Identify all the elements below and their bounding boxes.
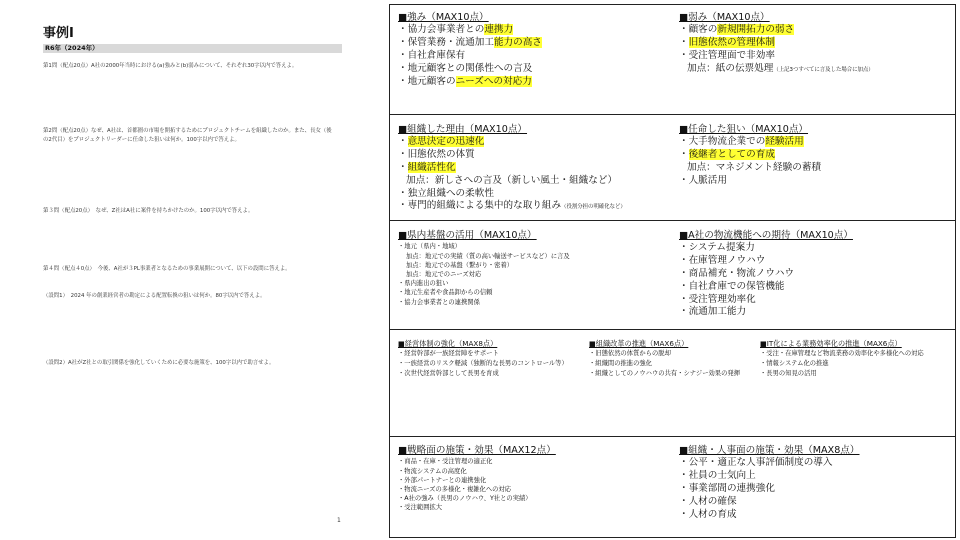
prefecture-base-item: ・地元（県内・地域） xyxy=(398,243,461,251)
hr-measures-block xyxy=(679,445,860,521)
weakness-item: ・顧客の新規開拓力の弱さ xyxy=(679,24,795,36)
appoint-aim-item: ・人脈活用 xyxy=(679,174,727,186)
it-efficiency-item: ・長男の知見の活用 xyxy=(760,370,817,378)
page-number: 1 xyxy=(337,517,341,524)
hr-measures-item: ・事業部間の連携強化 xyxy=(679,483,775,494)
prefecture-base-bonus: 加点：地元での基盤（繋がり・密着） xyxy=(406,261,514,269)
hr-measures-title: ■組織・人事面の施策・効果（MAX8点） xyxy=(679,445,860,456)
appoint-aim-title: ■任命した狙い（MAX10点） xyxy=(679,124,809,135)
appoint-aim-block xyxy=(679,124,821,188)
mgmt-system-block xyxy=(398,339,588,380)
strategy-measures-item: ・商品・在庫・受注管理の適正化 xyxy=(398,458,493,466)
strength-item: ・地元顧客のニーズへの対応力 xyxy=(398,75,532,87)
prefecture-base-bonus: 加点：地元でのニーズ対応 xyxy=(406,271,482,279)
strengths-block xyxy=(398,12,542,88)
strength-item: ・協力会事業者との連携力 xyxy=(398,24,514,36)
it-efficiency-item: ・情報システム化の推進 xyxy=(760,360,829,368)
mgmt-system-item: ・一族経営のリスク軽減（独断的な長男のコントロール等） xyxy=(398,360,568,368)
strength-item: ・地元顧客との関係性への言及 xyxy=(398,62,533,74)
question-3: 第３問（配点20点） なぜ、Z社はA社に案件を持ちかけたのか。100字以内で答えよ。 xyxy=(43,208,254,214)
strategy-measures-item: ・受注範囲拡大 xyxy=(398,504,443,512)
org-reason-item: ・独立組織への柔軟性 xyxy=(398,187,494,199)
org-reason-bonus: 加点：新しさへの言及（新しい風土・組織など） xyxy=(406,174,618,186)
prefecture-base-title: ■県内基盤の活用（MAX10点） xyxy=(398,230,537,241)
hr-measures-item: ・人材の確保 xyxy=(679,495,737,507)
hr-measures-item: ・人材の育成 xyxy=(679,508,737,520)
prefecture-base-item: ・協力会事業者との連携関係 xyxy=(398,298,480,306)
logistics-expect-title: ■A社の物流機能への期待（MAX10点） xyxy=(679,230,853,241)
weakness-item: ・旧態依然の管理体制 xyxy=(679,37,775,49)
weakness-item: ・受注管理面で非効率 xyxy=(679,50,775,61)
prefecture-base-item: ・地元生産者や食品卸からの信頼 xyxy=(398,289,493,297)
org-reason-item: ・意思決定の迅速化 xyxy=(398,136,485,148)
appoint-aim-item: ・大手物流企業での経験活用 xyxy=(679,136,804,148)
org-reason-item: ・旧態依然の体質 xyxy=(398,149,475,161)
org-reason-item: ・専門的組織による集中的な取り組み（役割分担の明確化など） xyxy=(398,200,626,212)
prefecture-base-bonus: 加点：地元での実績（質の高い輸送サービスなど）に言及 xyxy=(406,252,570,260)
weaknesses-block xyxy=(679,12,874,77)
year-bar: R6年（2024年） xyxy=(43,44,342,53)
question-1: 第1問（配点20点）A社の2000年当時における(a)強みと(b)弱みについて、それぞれ30字以内で答えよ。 xyxy=(43,63,298,69)
org-reform-block xyxy=(589,339,759,380)
hr-measures-item: ・社員の士気向上 xyxy=(679,470,756,482)
logistics-expect-item: ・商品補充・物流ノウハウ xyxy=(679,268,795,279)
question-2: 第2問（配点20点）なぜ、A社は、首都圏の市場を開拓するためにプロジェクトチームを組織したのか。また、長女（後の2代目）をプロジェクトリーダーに任命した狙いは何か。100字以内で答えよ。 xyxy=(43,128,332,143)
logistics-expect-item: ・システム提案力 xyxy=(679,242,755,254)
question-4-sub-2: （設問2）A社がZ社との取引関係を強化していくために必要な施策を、100字以内で助言せよ。 xyxy=(43,360,275,366)
strategy-measures-item: ・物流ニーズの多様化・複雑化への対応 xyxy=(398,486,512,494)
strategy-measures-item: ・外部パートナーとの連携強化 xyxy=(398,476,487,484)
logistics-expect-item: ・在庫管理ノウハウ xyxy=(679,255,766,267)
it-efficiency-block xyxy=(760,339,950,380)
it-efficiency-item: ・受注・在庫管理など物流業務の効率化や多様化への対応 xyxy=(760,350,924,357)
mgmt-system-item: ・経営幹部が一族経営陣をサポート xyxy=(398,350,499,357)
strength-item: ・自社倉庫保有 xyxy=(398,50,466,61)
org-reform-item: ・組織間の推進の強化 xyxy=(589,360,652,368)
mgmt-system-item: ・次世代経営幹部として長男を育成 xyxy=(398,370,499,378)
strategy-measures-item: ・物流システムの高度化 xyxy=(398,467,467,475)
logistics-expect-item: ・自社倉庫での保管機能 xyxy=(679,280,785,292)
prefecture-base-item: ・県内進出の狙い xyxy=(398,280,449,288)
strengths-title: ■強み（MAX10点） xyxy=(398,12,489,23)
appoint-aim-bonus: 加点：マネジメント経験の蓄積 xyxy=(687,162,822,173)
strength-item: ・保管業務・流通加工能力の高さ xyxy=(398,37,542,49)
question-4: 第４問（配点４0点） 今後、A社が３PL事業者となるための事業展開について、以下の設問に答えよ。 xyxy=(43,266,291,272)
weakness-bonus: 加点：紙の伝票処理（上記3つすべてに言及した場合に加点） xyxy=(687,62,874,74)
org-reform-item: ・組織としてのノウハウの共有・シナジー効果の発揮 xyxy=(589,370,740,378)
logistics-expect-item: ・受注管理効率化 xyxy=(679,293,756,305)
question-4-sub-1: （設問1） 2024 年の創業経営者の勘定による配置転換の狙いは何か。80字以内で答えよ。 xyxy=(43,293,266,299)
prefecture-base-block xyxy=(398,230,570,307)
hr-measures-item: ・公平・適正な人事評価制度の導入 xyxy=(679,457,833,469)
logistics-expect-item: ・流通加工能力 xyxy=(679,306,747,318)
logistics-expect-block xyxy=(679,230,853,319)
row-q3 xyxy=(390,221,955,330)
mgmt-system-title: ■経営体制の強化（MAX8点） xyxy=(398,339,498,348)
page-title: 事例Ⅰ xyxy=(43,26,74,41)
row-q4-2 xyxy=(390,437,955,537)
appoint-aim-item: ・後継者としての育成 xyxy=(679,149,775,161)
row-q4-1 xyxy=(390,330,955,437)
org-reform-title: ■組織改革の推進（MAX6点） xyxy=(589,339,689,348)
answer-grid xyxy=(389,4,956,538)
it-efficiency-title: ■IT化による業務効率化の推進（MAX6点） xyxy=(760,339,902,348)
strategy-measures-item: ・A社の強み（長男のノウハウ、Y社との実績） xyxy=(398,495,532,503)
weaknesses-title: ■弱み（MAX10点） xyxy=(679,12,770,23)
strategy-measures-title: ■戦略面の施策・効果（MAX12点） xyxy=(398,445,556,456)
question-page xyxy=(0,0,370,540)
org-reason-title: ■組織した理由（MAX10点） xyxy=(398,124,528,135)
org-reform-item: ・旧態依然の体質からの脱却 xyxy=(589,350,671,357)
strategy-measures-block xyxy=(398,445,556,513)
org-reason-block xyxy=(398,124,626,214)
row-q1 xyxy=(390,5,955,115)
row-q2 xyxy=(390,115,955,221)
org-reason-item: ・組織活性化 xyxy=(398,162,456,173)
